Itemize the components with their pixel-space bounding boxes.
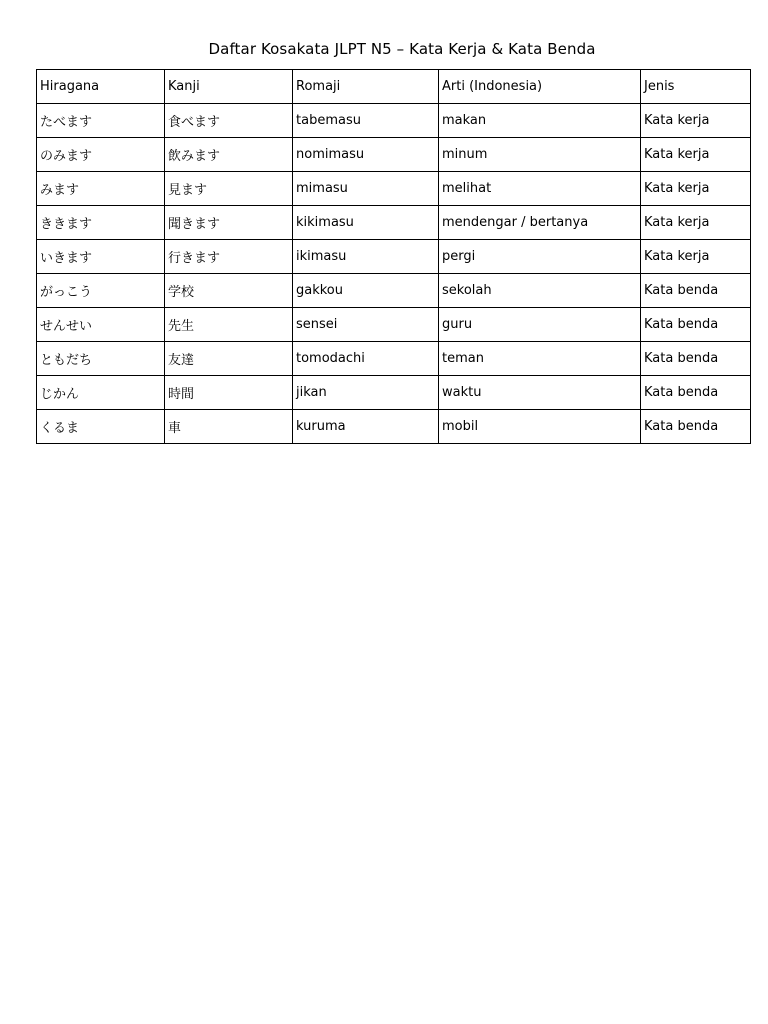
table-row xyxy=(37,104,751,138)
cell-jenis: Kata kerja xyxy=(641,206,751,240)
cell-jenis: Kata benda xyxy=(641,308,751,342)
table-body xyxy=(37,104,751,444)
table-row xyxy=(37,376,751,410)
cell-kanji: 学校 xyxy=(165,274,293,308)
table-row xyxy=(37,342,751,376)
cell-hiragana: くるま xyxy=(37,410,165,444)
cell-jenis: Kata kerja xyxy=(641,172,751,206)
cell-romaji: tomodachi xyxy=(293,342,439,376)
cell-hiragana: たべます xyxy=(37,104,165,138)
cell-arti: pergi xyxy=(439,240,641,274)
table-row xyxy=(37,172,751,206)
cell-jenis: Kata kerja xyxy=(641,138,751,172)
cell-hiragana: ともだち xyxy=(37,342,165,376)
cell-romaji: mimasu xyxy=(293,172,439,206)
cell-hiragana: せんせい xyxy=(37,308,165,342)
cell-romaji: jikan xyxy=(293,376,439,410)
cell-kanji: 食べます xyxy=(165,104,293,138)
cell-jenis: Kata benda xyxy=(641,274,751,308)
cell-hiragana: のみます xyxy=(37,138,165,172)
cell-arti: sekolah xyxy=(439,274,641,308)
cell-romaji: ikimasu xyxy=(293,240,439,274)
cell-kanji: 飲みます xyxy=(165,138,293,172)
cell-hiragana: がっこう xyxy=(37,274,165,308)
cell-kanji: 行きます xyxy=(165,240,293,274)
cell-romaji: tabemasu xyxy=(293,104,439,138)
header-kanji: Kanji xyxy=(165,70,293,104)
cell-arti: waktu xyxy=(439,376,641,410)
cell-hiragana: いきます xyxy=(37,240,165,274)
cell-romaji: kuruma xyxy=(293,410,439,444)
table-header-row xyxy=(37,70,751,104)
cell-arti: mobil xyxy=(439,410,641,444)
header-romaji: Romaji xyxy=(293,70,439,104)
cell-romaji: gakkou xyxy=(293,274,439,308)
cell-arti: melihat xyxy=(439,172,641,206)
cell-jenis: Kata benda xyxy=(641,342,751,376)
cell-kanji: 聞きます xyxy=(165,206,293,240)
cell-romaji: sensei xyxy=(293,308,439,342)
header-arti: Arti (Indonesia) xyxy=(439,70,641,104)
cell-arti: minum xyxy=(439,138,641,172)
table-row xyxy=(37,206,751,240)
table-row xyxy=(37,410,751,444)
header-jenis: Jenis xyxy=(641,70,751,104)
cell-hiragana: ききます xyxy=(37,206,165,240)
cell-jenis: Kata kerja xyxy=(641,240,751,274)
cell-hiragana: じかん xyxy=(37,376,165,410)
cell-kanji: 見ます xyxy=(165,172,293,206)
cell-kanji: 時間 xyxy=(165,376,293,410)
page-title: Daftar Kosakata JLPT N5 – Kata Kerja & Kata Benda xyxy=(208,40,596,58)
cell-kanji: 先生 xyxy=(165,308,293,342)
cell-hiragana: みます xyxy=(37,172,165,206)
cell-kanji: 車 xyxy=(165,410,293,444)
table-row xyxy=(37,308,751,342)
cell-arti: teman xyxy=(439,342,641,376)
cell-arti: guru xyxy=(439,308,641,342)
table-row xyxy=(37,274,751,308)
cell-jenis: Kata benda xyxy=(641,410,751,444)
cell-jenis: Kata benda xyxy=(641,376,751,410)
table-row xyxy=(37,240,751,274)
cell-arti: mendengar / bertanya xyxy=(439,206,641,240)
cell-kanji: 友達 xyxy=(165,342,293,376)
cell-jenis: Kata kerja xyxy=(641,104,751,138)
cell-romaji: kikimasu xyxy=(293,206,439,240)
cell-romaji: nomimasu xyxy=(293,138,439,172)
vocabulary-table xyxy=(36,69,751,444)
header-hiragana: Hiragana xyxy=(37,70,165,104)
cell-arti: makan xyxy=(439,104,641,138)
table-row xyxy=(37,138,751,172)
